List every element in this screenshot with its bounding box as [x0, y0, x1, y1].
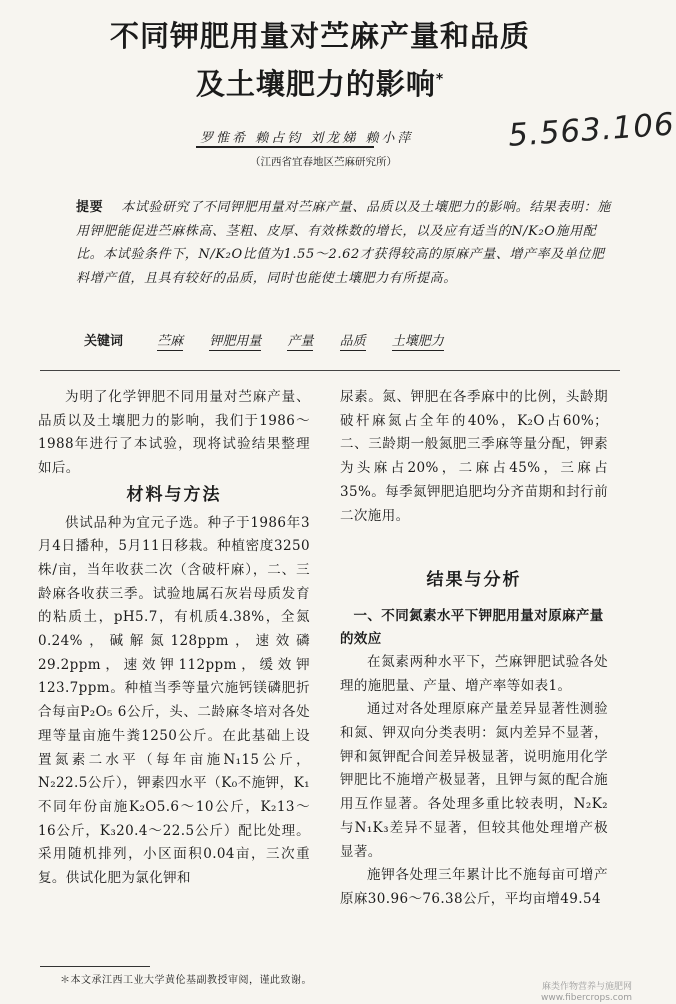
- handwritten-code: 5.563.106: [507, 106, 676, 154]
- results-heading: 结果与分析: [426, 570, 522, 591]
- watermark-line-2: www.fibercrops.com: [541, 993, 632, 1003]
- author-underline: [196, 146, 374, 148]
- author-list: 罗惟希 赖占钧 刘龙娣 赖小萍: [200, 131, 414, 146]
- spacer: [340, 597, 608, 605]
- title-line-2-text: 及土壤肥力的影响: [195, 67, 436, 101]
- results-paragraph-2: 通过对各处理原麻产量差异显著性测验和氮、钾双向分类表明：氮内差异不显著，钾和氮钾配合间差异极显著，说明施用化学钾肥比不施增产极显著，且钾与氮的配合施用互作显著。各处理多重比较表明，N₂K₂与N₁K₃差异不显著，但较其他处理增产极显著。: [340, 701, 608, 860]
- results-paragraph-3: 施钾各处理三年累计比不施每亩可增产原麻30.96～76.38公斤，平均亩增49.54: [340, 867, 608, 907]
- keywords-row: [84, 330, 466, 351]
- left-column: [38, 386, 310, 891]
- keyword-item: 土壤肥力: [392, 330, 444, 351]
- results-subheading: 一、不同氮素水平下钾肥用量对原麻产量的效应: [340, 607, 604, 647]
- watermark: [500, 982, 632, 1004]
- keyword-item: 钾肥用量: [209, 330, 261, 351]
- title-footnote-mark: *: [435, 71, 445, 88]
- paper-title-line-1: 不同钾肥用量对苎麻产量和品质: [109, 19, 530, 53]
- keywords-label: 关键词: [84, 334, 124, 349]
- results-paragraph-1: 在氮素两种水平下，苎麻钾肥试验各处理的施肥量、产量、增产率等如表1。: [340, 653, 608, 694]
- keyword-item: 产量: [287, 330, 313, 351]
- spacer: [340, 528, 608, 566]
- abstract-text: 本试验研究了不同钾肥用量对苎麻产量、品质以及土壤肥力的影响。结果表明：施用钾肥能促进苎麻株高、茎粗、皮厚、有效株数的增长，以及应有适当的N/K₂O施用配比。本试验条件下，N/K₂O比值为1.55～2.62才获得较高的原麻产量、增产率及单位肥料增产值，且具有较好的品质，同时也能使土壤肥力有所提高。: [76, 200, 611, 286]
- right-column: [340, 386, 608, 912]
- paper-title-line-2: [0, 62, 640, 103]
- footnote: ＊本文承江西工业大学黄伦基副教授审阅，谨此致谢。: [60, 975, 312, 986]
- institution: （江西省宜春地区苎麻研究所）: [250, 156, 397, 168]
- abstract-label: 提要: [76, 200, 104, 215]
- keyword-item: 品质: [340, 330, 366, 351]
- abstract: [76, 196, 616, 290]
- keyword-item: 苎麻: [157, 330, 183, 351]
- methods-paragraph: 供试品种为宜元子选。种子于1986年3月4日播种，5月11日移栽。种植密度3250株/亩，当年收获二次（含破杆麻），二、三龄麻各收获三季。试验地属石灰岩母质发育的粘质土，pH5.7，有机质4.38%，全氮0.24%，碱解氮128ppm，速效磷29.2ppm，速效钾112ppm，缓效钾123.7ppm。种植当季等量穴施钙镁磷肥折合每亩P₂O₅ 6公斤，头、二龄麻冬培对各处理等量亩施牛粪1250公斤。在此基础上设置氮素二水平（每年亩施N₁15公斤，N₂22.5公斤），钾素四水平（K₀不施钾，K₁不同年份亩施K₂O5.6～10公斤，K₂13～16公斤，K₃20.4～22.5公斤）配比处理。采用随机排列，小区面积0.04亩，三次重复。供试化肥为氯化钾和: [38, 514, 310, 887]
- watermark-line-1: 麻类作物营养与施肥网: [541, 982, 632, 992]
- continuation-paragraph: 尿素。氮、钾肥在各季麻中的比例，头龄期破杆麻氮占全年的40%，K₂O占60%；二、三龄期一般氮肥三季麻等量分配，钾素为头麻占20%，二麻占45%，三麻占35%。每季氮钾肥追肥均分齐苗期和封行前二次施用。: [340, 389, 608, 524]
- intro-paragraph: 为明了化学钾肥不同用量对苎麻产量、品质以及土壤肥力的影响，我们于1986～1988年进行了本试验，现将试验结果整理如后。: [38, 389, 310, 477]
- footnote-rule: [40, 966, 150, 967]
- section-divider: [40, 370, 620, 371]
- methods-heading: 材料与方法: [126, 484, 222, 505]
